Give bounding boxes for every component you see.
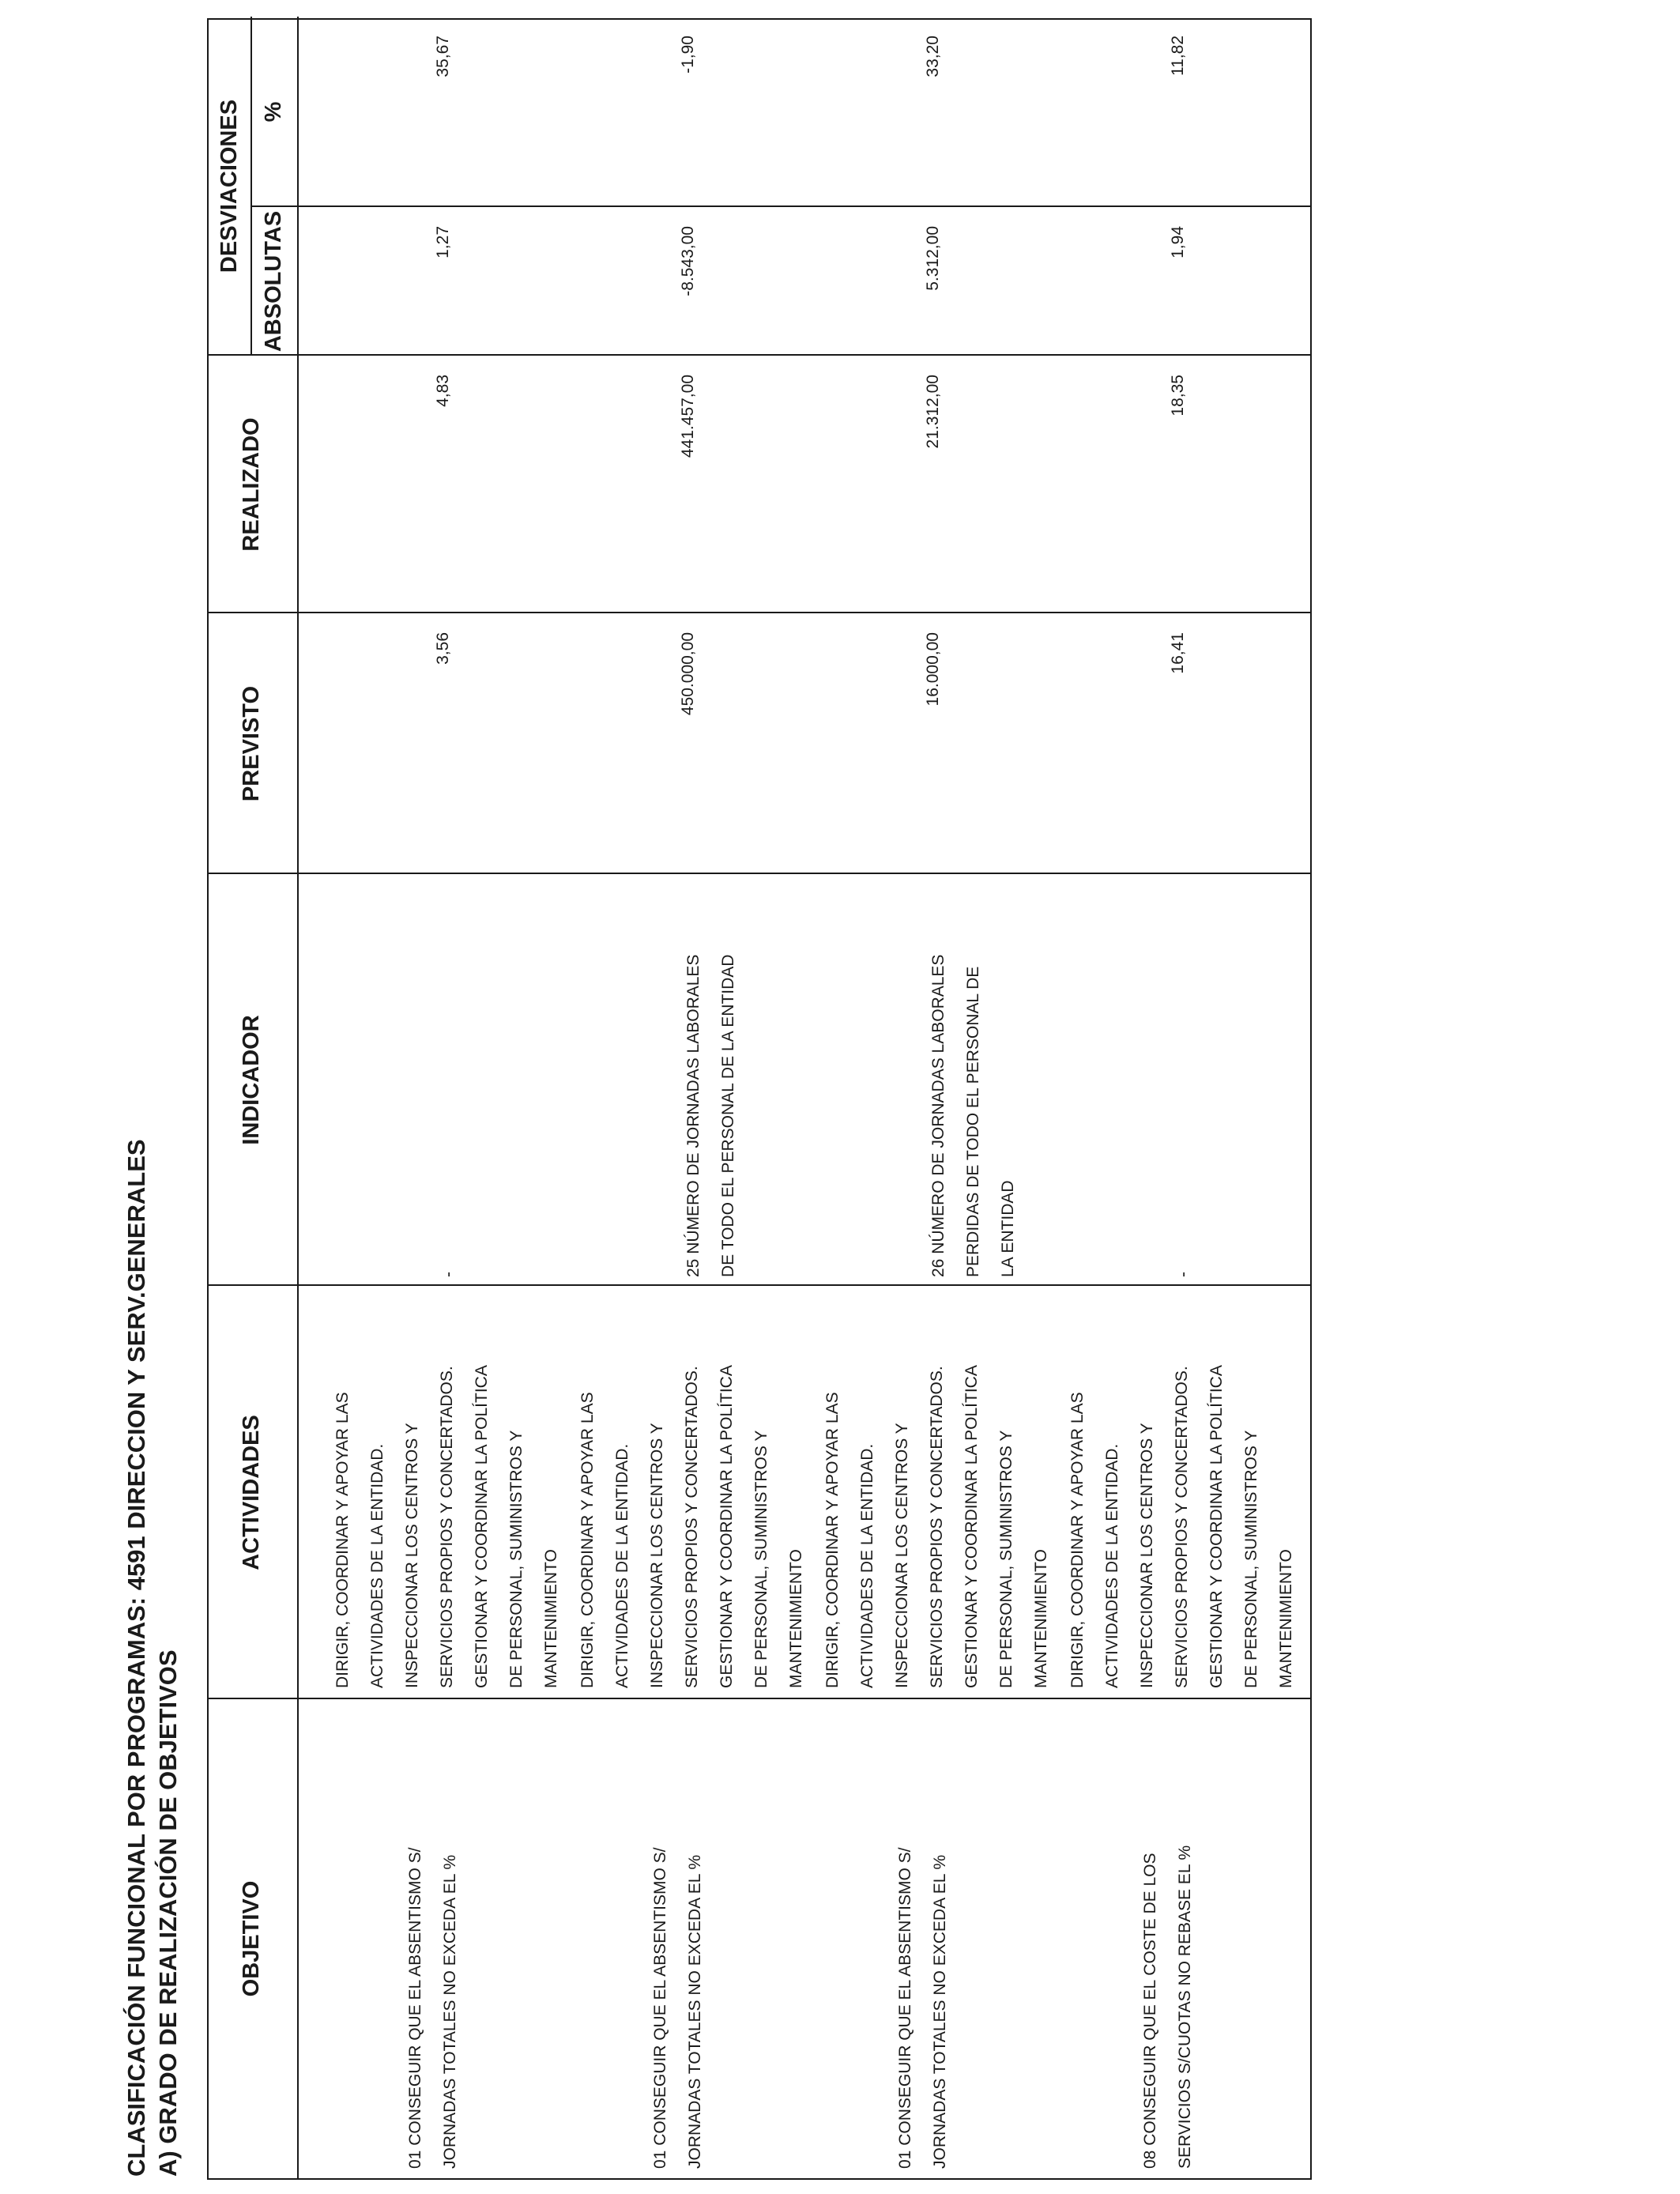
row-1-objetivo — [398, 1848, 468, 2169]
text-line: DE PERSONAL, SUMINISTROS Y — [752, 1430, 770, 1688]
row-3-objetivo — [888, 1848, 958, 2169]
row-4-previsto: 16,41 — [1169, 632, 1187, 674]
header-indicador: INDICADOR — [239, 1015, 264, 1145]
header-desviaciones: DESVIACIONES — [217, 99, 242, 273]
text-line: 01 CONSEGUIR QUE EL ABSENTISMO S/ — [896, 1847, 914, 2169]
text-line: JORNADAS TOTALES NO EXCEDA EL % — [441, 1854, 459, 2169]
text-line: ACTIVIDADES DE LA ENTIDAD. — [368, 1443, 386, 1688]
row-3-indicador — [921, 955, 1026, 1277]
header-previsto: PREVISTO — [239, 685, 264, 802]
row-3-porcentaje: 33,20 — [924, 36, 942, 77]
text-line: DIRIGIR, COORDINAR Y APOYAR LAS — [1068, 1392, 1087, 1688]
row-3-actividades — [816, 1365, 1059, 1688]
text-line: DIRIGIR, COORDINAR Y APOYAR LAS — [333, 1392, 352, 1688]
column-divider — [209, 612, 1312, 613]
text-line: PERDIDAS DE TODO EL PERSONAL DE — [964, 966, 982, 1277]
text-line: INSPECCIONAR LOS CENTROS Y — [893, 1423, 911, 1688]
text-line: 08 CONSEGUIR QUE EL COSTE DE LOS — [1141, 1853, 1159, 2169]
text-line: LA ENTIDAD — [999, 1180, 1017, 1277]
row-1-realizado: 4,83 — [434, 375, 452, 407]
row-2-realizado: 441.457,00 — [679, 375, 697, 458]
row-2-objetivo — [643, 1848, 713, 2169]
row-4-actividades — [1060, 1365, 1304, 1688]
row-1-indicador — [431, 1272, 466, 1277]
text-line: ACTIVIDADES DE LA ENTIDAD. — [613, 1443, 631, 1688]
text-line: 01 CONSEGUIR QUE EL ABSENTISMO S/ — [406, 1847, 424, 2169]
text-line: SERVICIOS PROPIOS Y CONCERTADOS. — [928, 1366, 946, 1688]
text-line: MANTENIMIENTO — [787, 1549, 805, 1688]
header-rule — [297, 17, 299, 356]
text-line: INSPECCIONAR LOS CENTROS Y — [1138, 1423, 1156, 1688]
row-1-previsto: 3,56 — [434, 632, 452, 665]
text-line: INSPECCIONAR LOS CENTROS Y — [648, 1423, 666, 1688]
row-3-realizado: 21.312,00 — [924, 375, 942, 449]
header-absolutas: ABSOLUTAS — [261, 210, 286, 352]
text-line: ACTIVIDADES DE LA ENTIDAD. — [858, 1443, 876, 1688]
row-2-indicador — [676, 955, 746, 1277]
text-line: JORNADAS TOTALES NO EXCEDA EL % — [686, 1854, 704, 2169]
text-line: 01 CONSEGUIR QUE EL ABSENTISMO S/ — [651, 1847, 669, 2169]
text-line: GESTIONAR Y COORDINAR LA POLÍTICA — [1207, 1365, 1226, 1688]
text-line: MANTENIMIENTO — [1032, 1549, 1050, 1688]
row-4-objetivo — [1133, 1845, 1203, 2169]
row-1-absolutas: 1,27 — [434, 226, 452, 258]
text-line: DE PERSONAL, SUMINISTROS Y — [507, 1430, 525, 1688]
text-line: SERVICIOS PROPIOS Y CONCERTADOS. — [438, 1366, 456, 1688]
header-porcentaje: % — [261, 101, 286, 123]
text-line: DE PERSONAL, SUMINISTROS Y — [1242, 1430, 1260, 1688]
text-line: DE TODO EL PERSONAL DE LA ENTIDAD — [719, 954, 737, 1277]
header-rule — [250, 17, 252, 356]
column-divider — [209, 1698, 1312, 1699]
row-2-porcentaje: -1,90 — [679, 36, 697, 74]
row-2-absolutas: -8.543,00 — [679, 226, 697, 296]
page-subtitle: A) GRADO DE REALIZACIÓN DE OBJETIVOS — [154, 1649, 182, 2177]
text-line: JORNADAS TOTALES NO EXCEDA EL % — [931, 1854, 949, 2169]
row-4-realizado: 18,35 — [1169, 375, 1187, 417]
text-line: - — [439, 1272, 458, 1277]
row-1-porcentaje: 35,67 — [434, 36, 452, 77]
row-3-previsto: 16.000,00 — [924, 632, 942, 707]
objectives-table — [207, 18, 1312, 2180]
column-divider — [250, 205, 1312, 207]
text-line: GESTIONAR Y COORDINAR LA POLÍTICA — [473, 1365, 491, 1688]
page-title: CLASIFICACIÓN FUNCIONAL POR PROGRAMAS: 4591 DIRECCION Y SERV.GENERALES — [122, 1139, 150, 2177]
text-line: ACTIVIDADES DE LA ENTIDAD. — [1103, 1443, 1121, 1688]
header-rule — [297, 356, 299, 2178]
header-actividades: ACTIVIDADES — [239, 1415, 264, 1570]
text-line: 25 NÚMERO DE JORNADAS LABORALES — [684, 954, 703, 1277]
row-4-porcentaje: 11,82 — [1169, 36, 1187, 76]
row-4-absolutas: 1,94 — [1169, 226, 1187, 258]
text-line: GESTIONAR Y COORDINAR LA POLÍTICA — [718, 1365, 736, 1688]
header-realizado: REALIZADO — [239, 417, 264, 552]
header-objetivo: OBJETIVO — [239, 1880, 264, 1997]
text-line: DE PERSONAL, SUMINISTROS Y — [997, 1430, 1015, 1688]
text-line: MANTENIMIENTO — [542, 1549, 560, 1688]
row-2-actividades — [571, 1365, 814, 1688]
text-line: INSPECCIONAR LOS CENTROS Y — [403, 1423, 421, 1688]
text-line: SERVICIOS PROPIOS Y CONCERTADOS. — [683, 1366, 701, 1688]
column-divider — [209, 873, 1312, 874]
column-divider — [209, 1284, 1312, 1286]
text-line: SERVICIOS PROPIOS Y CONCERTADOS. — [1173, 1366, 1191, 1688]
text-line: - — [1174, 1272, 1192, 1277]
text-line: SERVICIOS S/CUOTAS NO REBASE EL % — [1176, 1845, 1194, 2169]
text-line: GESTIONAR Y COORDINAR LA POLÍTICA — [962, 1365, 981, 1688]
text-line: DIRIGIR, COORDINAR Y APOYAR LAS — [823, 1392, 842, 1688]
row-3-absolutas: 5.312,00 — [924, 226, 942, 291]
text-line: MANTENIMIENTO — [1277, 1549, 1295, 1688]
text-line: 26 NÚMERO DE JORNADAS LABORALES — [929, 954, 947, 1277]
row-1-actividades — [326, 1365, 569, 1688]
row-2-previsto: 450.000,00 — [679, 632, 697, 716]
row-4-indicador — [1166, 1272, 1201, 1277]
text-line: DIRIGIR, COORDINAR Y APOYAR LAS — [578, 1392, 597, 1688]
column-divider — [209, 354, 1312, 356]
